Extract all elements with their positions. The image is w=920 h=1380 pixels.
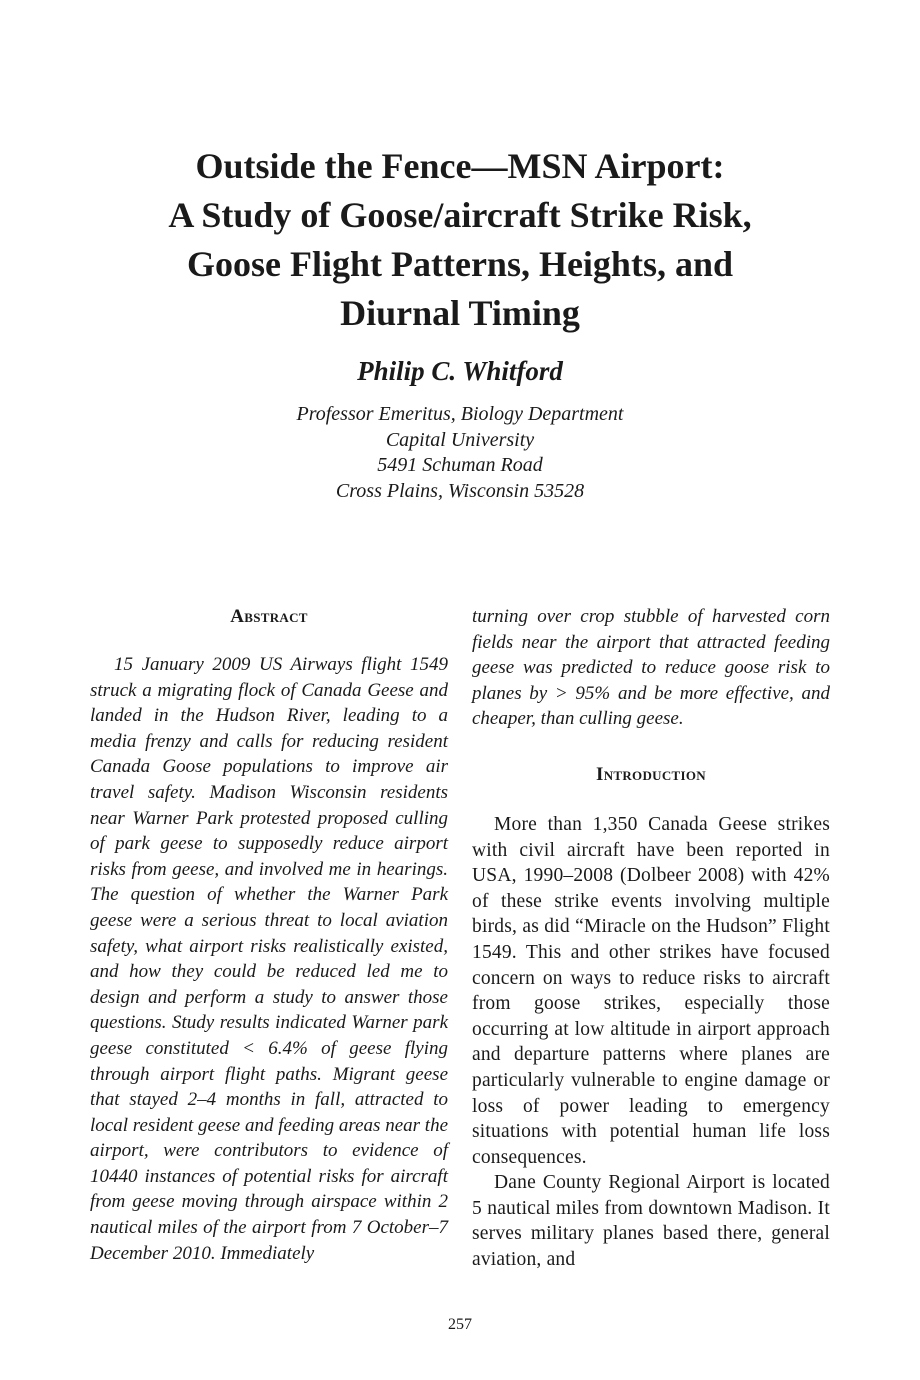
affiliation-line-2: Capital University [385, 428, 535, 451]
intro-paragraph-1: More than 1,350 Canada Geese strikes with civil aircraft have been reported in USA, 1990–2008 (Dolbeer 2008) with 42% of these strike events involving multiple birds, as did “Miracle on the Hudson” Flight 1549. This and other strikes have focused concern on ways to reduce risks to aircraft from goose strikes, especially those occurring at low altitude in airport approach and departure patterns where planes are particularly vulnerable to engine damage or loss of power leading to emergency situations with potential human life loss consequences. [472, 813, 830, 1168]
affiliation-line-3: 5491 Schuman Road [377, 454, 543, 476]
right-column [472, 604, 830, 1273]
author-affiliation [0, 402, 920, 504]
title-line-1: Outside the Fence—MSN Airport: [195, 146, 725, 186]
paper-title [100, 142, 820, 338]
abstract-heading: Abstract [230, 606, 308, 627]
left-column [90, 604, 448, 1266]
author-name: Philip C. Whitford [357, 356, 563, 386]
title-line-3: Goose Flight Patterns, Heights, and [187, 244, 733, 284]
abstract-continued: turning over crop stubble of harvested corn fields near the airport that attracted feeding geese was predicted to reduce goose risk to planes by > 95% and be more effective, and cheaper, than culling geese. [472, 606, 830, 730]
title-line-2: A Study of Goose/aircraft Strike Risk, [168, 195, 752, 235]
introduction-heading: Introduction [596, 763, 706, 785]
page-number: 257 [448, 1316, 472, 1333]
intro-paragraph-2: Dane County Regional Airport is located 5 nautical miles from downtown Madison. It serves military planes based there, general aviation, and [472, 1172, 830, 1271]
title-line-4: Diurnal Timing [340, 293, 580, 333]
abstract-text: 15 January 2009 US Airways flight 1549 struck a migrating flock of Canada Geese and landed in the Hudson River, leading to a media frenzy and calls for reducing resident Canada Goose populations to improve air travel safety. Madison Wisconsin residents near Warner Park protested proposed culling of park geese to supposedly reduce airport risks from geese, and involved me in hearings. The question of whether the Warner Park geese were a serious threat to local aviation safety, what airport risks realistically existed, and how they could be reduced led me to design and perform a study to answer those questions. Study results indicated Warner park geese constituted < 6.4% of geese flying through airport flight paths. Migrant geese that stayed 2–4 months in fall, attracted to local resident geese and feeding areas near the airport, were contributors to evidence of 10440 instances of potential risks for aircraft from geese moving through airspace within 2 nautical miles of the airport from 7 October–7 December 2010. Immediately [90, 654, 448, 1264]
affiliation-line-4: Cross Plains, Wisconsin 53528 [335, 479, 585, 502]
affiliation-line-1: Professor Emeritus, Biology Department [296, 403, 624, 425]
